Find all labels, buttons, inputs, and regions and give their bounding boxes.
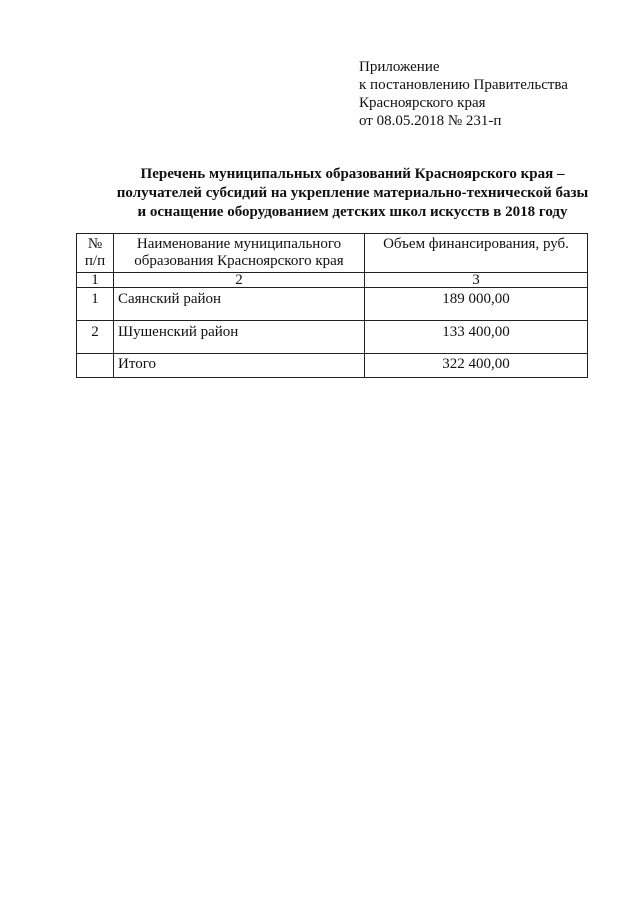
row-name: Шушенский район: [114, 321, 365, 354]
title-line-1: Перечень муниципальных образований Красноярского края –: [140, 166, 565, 182]
title-line-2: получателей субсидий на укрепление материально-технической базы: [116, 185, 589, 201]
total-sum: 322 400,00: [365, 354, 588, 378]
appendix-line-3: Красноярского края: [359, 95, 486, 111]
row-num: 1: [77, 288, 114, 321]
total-num: [77, 354, 114, 378]
header-num: № п/п: [77, 234, 114, 273]
index-cell: 1: [77, 273, 114, 288]
table-header-row: [77, 234, 588, 273]
row-sum: 189 000,00: [365, 288, 588, 321]
table-row: [77, 321, 588, 354]
financing-table: [76, 233, 588, 378]
table-index-row: [77, 273, 588, 288]
header-sum: Объем финансирования, руб.: [365, 234, 588, 273]
row-sum: 133 400,00: [365, 321, 588, 354]
table-total-row: [77, 354, 588, 378]
table-row: [77, 288, 588, 321]
row-num: 2: [77, 321, 114, 354]
appendix-block: [359, 58, 568, 130]
total-label: Итого: [114, 354, 365, 378]
row-name: Саянский район: [114, 288, 365, 321]
document-title: [80, 165, 625, 222]
appendix-line-4: от 08.05.2018 № 231-п: [359, 113, 502, 129]
appendix-line-1: Приложение: [359, 59, 440, 75]
header-name: Наименование муниципального образования Красноярского края: [114, 234, 365, 273]
index-cell: 2: [114, 273, 365, 288]
index-cell: 3: [365, 273, 588, 288]
appendix-line-2: к постановлению Правительства: [359, 77, 568, 93]
title-line-3: и оснащение оборудованием детских школ искусств в 2018 году: [137, 204, 568, 220]
